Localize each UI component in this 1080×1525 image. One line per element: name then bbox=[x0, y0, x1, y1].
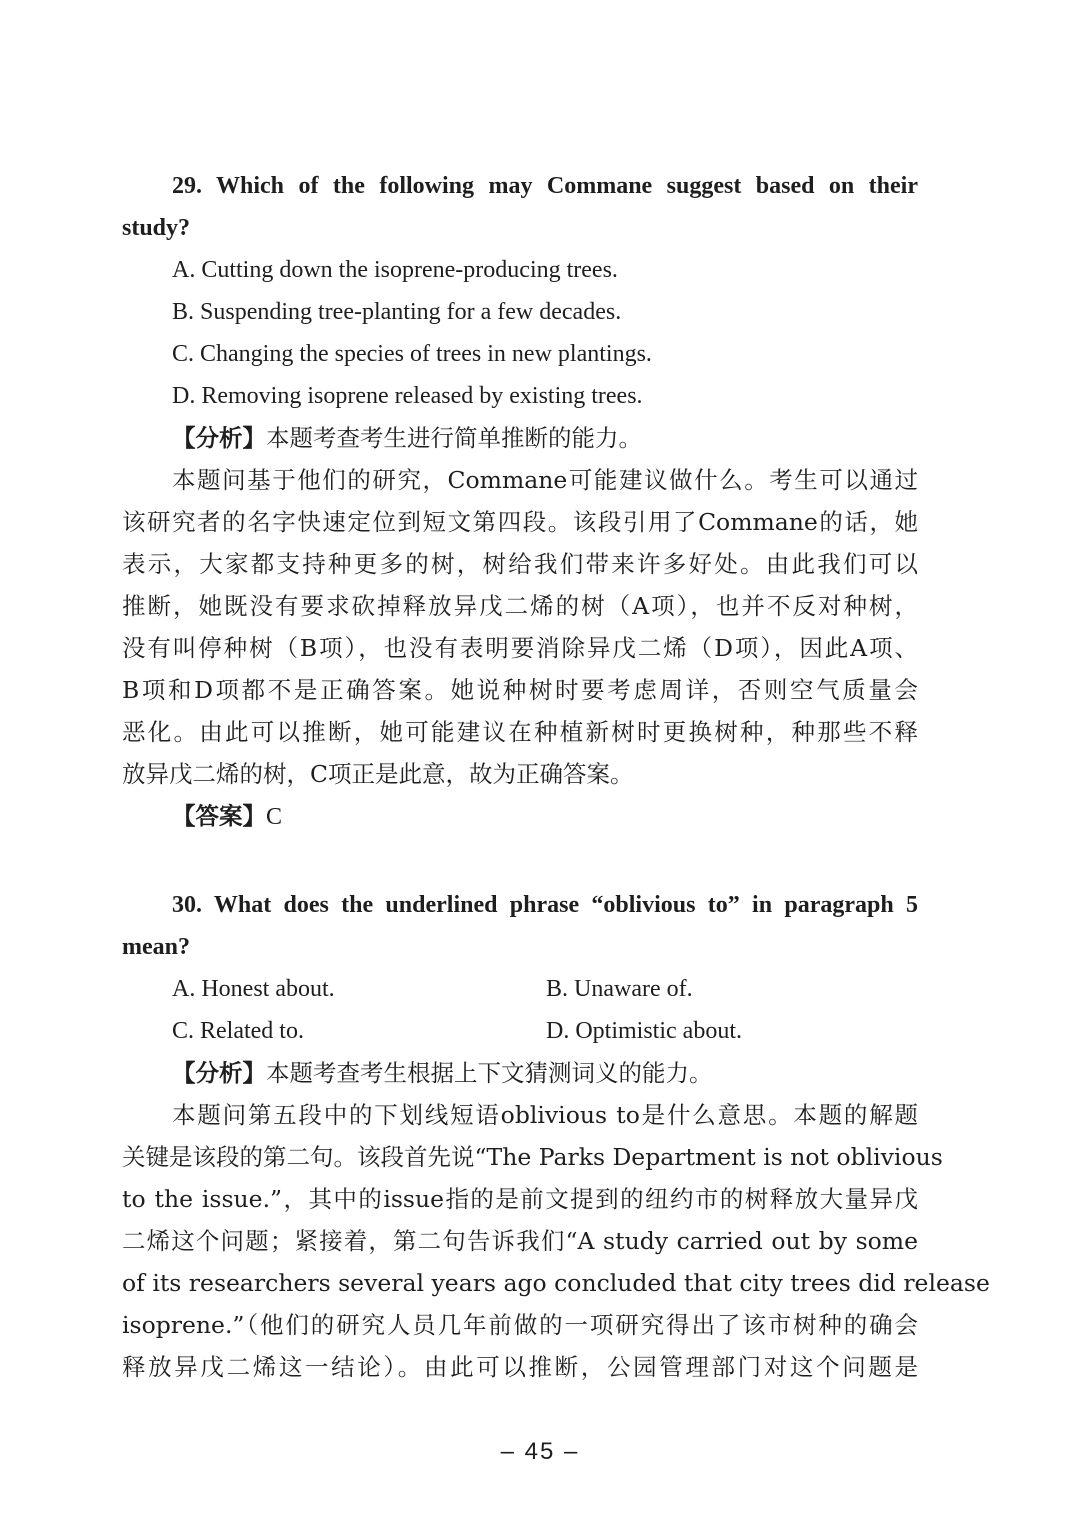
question-30-options-row-2 bbox=[122, 1010, 918, 1052]
answer-tag: 【答案】 bbox=[172, 802, 266, 830]
question-30 bbox=[122, 884, 990, 1388]
answer-value: C bbox=[266, 804, 283, 830]
question-30-stem-line-1: 30. What does the underlined phrase “oblivious to” in paragraph 5 bbox=[172, 892, 918, 918]
question-30-option-a: A. Honest about. bbox=[172, 976, 335, 1002]
question-29-explanation-line: B项和D项都不是正确答案。她说种树时要考虑周详，否则空气质量会 bbox=[122, 676, 918, 704]
question-30-option-b: B. Unaware of. bbox=[546, 976, 693, 1002]
question-30-explanation-line: 释放异戊二烯这一结论）。由此可以推断，公园管理部门对这个问题是 bbox=[122, 1353, 918, 1381]
question-29-option-c: C. Changing the species of trees in new plantings. bbox=[172, 341, 652, 367]
question-29-explanation-line: 该研究者的名字快速定位到短文第四段。该段引用了Commane的话，她 bbox=[122, 508, 918, 536]
page-number: – 45 – bbox=[500, 1438, 580, 1465]
question-29 bbox=[122, 165, 918, 837]
analysis-tag: 【分析】 bbox=[172, 1059, 266, 1087]
question-30-analysis bbox=[122, 1052, 918, 1094]
question-30-explanation-line: of its researchers several years ago concluded that city trees did release bbox=[122, 1269, 990, 1297]
analysis-text: 本题考查考生根据上下文猜测词义的能力。 bbox=[266, 1059, 713, 1087]
question-30-option-c: C. Related to. bbox=[172, 1018, 304, 1044]
analysis-text: 本题考查考生进行简单推断的能力。 bbox=[266, 424, 642, 452]
question-30-explanation-line: 本题问第五段中的下划线短语oblivious to是什么意思。本题的解题 bbox=[172, 1101, 918, 1129]
question-29-stem-line-2: study? bbox=[122, 215, 191, 241]
question-29-explanation-line: 推断，她既没有要求砍掉释放异戊二烯的树（A项），也并不反对种树， bbox=[122, 592, 918, 620]
question-29-answer bbox=[122, 795, 918, 837]
question-30-option-d: D. Optimistic about. bbox=[546, 1018, 742, 1044]
analysis-tag: 【分析】 bbox=[172, 424, 266, 452]
question-29-explanation-line: 没有叫停种树（B项），也没有表明要消除异戊二烯（D项），因此A项、 bbox=[122, 634, 918, 662]
question-30-explanation-line: to the issue.”，其中的issue指的是前文提到的纽约市的树释放大量异戊 bbox=[122, 1185, 918, 1213]
question-30-explanation-line: isoprene.”（他们的研究人员几年前做的一项研究得出了该市树种的确会 bbox=[122, 1311, 918, 1339]
question-30-stem-line-2: mean? bbox=[122, 934, 190, 960]
question-29-explanation-line: 本题问基于他们的研究，Commane可能建议做什么。考生可以通过 bbox=[172, 466, 918, 494]
question-30-options-row-1 bbox=[122, 968, 918, 1010]
question-29-stem-line-1: 29. Which of the following may Commane suggest based on their bbox=[172, 173, 918, 199]
question-29-explanation-line: 表示，大家都支持种更多的树，树给我们带来许多好处。由此我们可以 bbox=[122, 550, 918, 578]
question-29-option-d: D. Removing isoprene released by existing trees. bbox=[172, 383, 643, 409]
question-29-analysis bbox=[122, 417, 918, 459]
question-29-explanation-line: 恶化。由此可以推断，她可能建议在种植新树时更换树种，种那些不释 bbox=[122, 718, 918, 746]
question-29-option-b: B. Suspending tree-planting for a few decades. bbox=[172, 299, 622, 325]
question-30-explanation-line: 关键是该段的第二句。该段首先说“The Parks Department is not oblivious bbox=[122, 1143, 943, 1171]
question-29-option-a: A. Cutting down the isoprene-producing trees. bbox=[172, 257, 618, 283]
question-30-explanation-line: 二烯这个问题；紧接着，第二句告诉我们“A study carried out by some bbox=[122, 1227, 918, 1255]
question-29-explanation-line: 放异戊二烯的树，C项正是此意，故为正确答案。 bbox=[122, 760, 634, 788]
